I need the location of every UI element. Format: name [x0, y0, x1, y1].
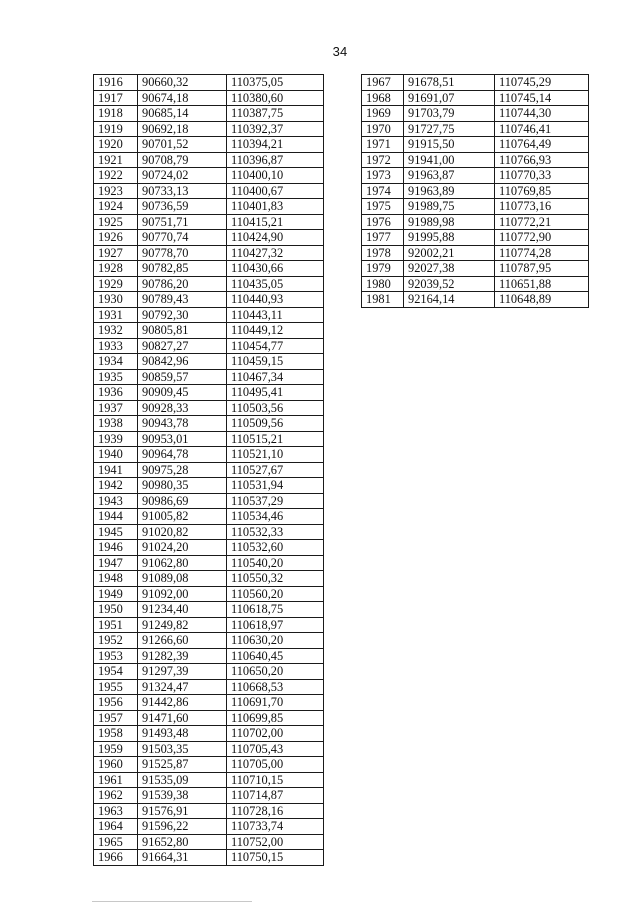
- value-a-cell: 91941,00: [404, 152, 495, 168]
- year-cell: 1923: [94, 183, 138, 199]
- value-a-cell: 91089,08: [138, 571, 227, 587]
- table-row: [94, 664, 324, 680]
- value-b-cell: 110443,11: [227, 307, 324, 323]
- value-b-cell: 110705,00: [227, 757, 324, 773]
- year-cell: 1940: [94, 447, 138, 463]
- year-cell: 1960: [94, 757, 138, 773]
- table-row: [94, 90, 324, 106]
- year-cell: 1936: [94, 385, 138, 401]
- value-a-cell: 90692,18: [138, 121, 227, 137]
- value-a-cell: 91234,40: [138, 602, 227, 618]
- year-cell: 1979: [362, 261, 404, 277]
- value-a-cell: 91493,48: [138, 726, 227, 742]
- value-a-cell: 91915,50: [404, 137, 495, 153]
- year-cell: 1919: [94, 121, 138, 137]
- table-row: [94, 788, 324, 804]
- year-cell: 1929: [94, 276, 138, 292]
- value-a-cell: 91963,89: [404, 183, 495, 199]
- value-b-cell: 110618,97: [227, 617, 324, 633]
- year-cell: 1944: [94, 509, 138, 525]
- value-a-cell: 90685,14: [138, 106, 227, 122]
- value-a-cell: 90786,20: [138, 276, 227, 292]
- value-a-cell: 91691,07: [404, 90, 495, 106]
- table-row: [94, 602, 324, 618]
- table-row: [94, 121, 324, 137]
- value-a-cell: 91535,09: [138, 772, 227, 788]
- coordinates-table-right: [361, 74, 589, 308]
- table-row: [94, 679, 324, 695]
- value-a-cell: 92164,14: [404, 292, 495, 308]
- table-row: [94, 447, 324, 463]
- value-b-cell: 110745,29: [495, 75, 589, 91]
- table-row: [94, 540, 324, 556]
- value-b-cell: 110454,77: [227, 338, 324, 354]
- value-b-cell: 110710,15: [227, 772, 324, 788]
- value-b-cell: 110773,16: [495, 199, 589, 215]
- table-row: [94, 819, 324, 835]
- year-cell: 1926: [94, 230, 138, 246]
- table-row: [94, 168, 324, 184]
- value-a-cell: 91539,38: [138, 788, 227, 804]
- value-b-cell: 110394,21: [227, 137, 324, 153]
- value-a-cell: 90928,33: [138, 400, 227, 416]
- year-cell: 1954: [94, 664, 138, 680]
- table-row: [94, 307, 324, 323]
- year-cell: 1970: [362, 121, 404, 137]
- table-row: [362, 168, 589, 184]
- value-a-cell: 90953,01: [138, 431, 227, 447]
- value-b-cell: 110537,29: [227, 493, 324, 509]
- year-cell: 1961: [94, 772, 138, 788]
- value-a-cell: 90736,59: [138, 199, 227, 215]
- value-a-cell: 91503,35: [138, 741, 227, 757]
- value-a-cell: 91727,75: [404, 121, 495, 137]
- value-b-cell: 110459,15: [227, 354, 324, 370]
- year-cell: 1964: [94, 819, 138, 835]
- value-a-cell: 91596,22: [138, 819, 227, 835]
- table-row: [94, 524, 324, 540]
- year-cell: 1955: [94, 679, 138, 695]
- year-cell: 1953: [94, 648, 138, 664]
- value-a-cell: 91024,20: [138, 540, 227, 556]
- year-cell: 1952: [94, 633, 138, 649]
- value-b-cell: 110714,87: [227, 788, 324, 804]
- value-b-cell: 110380,60: [227, 90, 324, 106]
- value-b-cell: 110618,75: [227, 602, 324, 618]
- value-b-cell: 110648,89: [495, 292, 589, 308]
- value-b-cell: 110764,49: [495, 137, 589, 153]
- year-cell: 1947: [94, 555, 138, 571]
- value-a-cell: 90770,74: [138, 230, 227, 246]
- table-row: [362, 183, 589, 199]
- year-cell: 1943: [94, 493, 138, 509]
- year-cell: 1959: [94, 741, 138, 757]
- year-cell: 1948: [94, 571, 138, 587]
- table-row: [362, 214, 589, 230]
- value-b-cell: 110769,85: [495, 183, 589, 199]
- page-number: 34: [332, 44, 348, 59]
- table-row: [94, 586, 324, 602]
- value-b-cell: 110521,10: [227, 447, 324, 463]
- table-row: [94, 757, 324, 773]
- year-cell: 1922: [94, 168, 138, 184]
- value-a-cell: 91576,91: [138, 803, 227, 819]
- year-cell: 1931: [94, 307, 138, 323]
- table-body-right: [362, 75, 589, 308]
- table-row: [94, 493, 324, 509]
- table-row: [94, 199, 324, 215]
- value-a-cell: 90827,27: [138, 338, 227, 354]
- year-cell: 1950: [94, 602, 138, 618]
- table-row: [94, 772, 324, 788]
- year-cell: 1977: [362, 230, 404, 246]
- value-a-cell: 91062,80: [138, 555, 227, 571]
- value-b-cell: 110746,41: [495, 121, 589, 137]
- value-b-cell: 110430,66: [227, 261, 324, 277]
- value-b-cell: 110787,95: [495, 261, 589, 277]
- value-b-cell: 110415,21: [227, 214, 324, 230]
- year-cell: 1938: [94, 416, 138, 432]
- table-row: [94, 245, 324, 261]
- year-cell: 1935: [94, 369, 138, 385]
- value-a-cell: 90805,81: [138, 323, 227, 339]
- value-b-cell: 110630,20: [227, 633, 324, 649]
- value-b-cell: 110375,05: [227, 75, 324, 91]
- table-row: [94, 710, 324, 726]
- value-a-cell: 90778,70: [138, 245, 227, 261]
- year-cell: 1921: [94, 152, 138, 168]
- year-cell: 1942: [94, 478, 138, 494]
- value-b-cell: 110705,43: [227, 741, 324, 757]
- value-a-cell: 92002,21: [404, 245, 495, 261]
- value-b-cell: 110772,21: [495, 214, 589, 230]
- value-b-cell: 110651,88: [495, 276, 589, 292]
- value-b-cell: 110691,70: [227, 695, 324, 711]
- table-row: [94, 323, 324, 339]
- year-cell: 1927: [94, 245, 138, 261]
- year-cell: 1924: [94, 199, 138, 215]
- year-cell: 1957: [94, 710, 138, 726]
- table-row: [94, 617, 324, 633]
- table-row: [94, 75, 324, 91]
- scan-edge-line: [92, 901, 252, 902]
- value-a-cell: 91324,47: [138, 679, 227, 695]
- value-b-cell: 110560,20: [227, 586, 324, 602]
- year-cell: 1946: [94, 540, 138, 556]
- value-a-cell: 91471,60: [138, 710, 227, 726]
- value-a-cell: 91963,87: [404, 168, 495, 184]
- table-row: [94, 803, 324, 819]
- year-cell: 1967: [362, 75, 404, 91]
- value-b-cell: 110702,00: [227, 726, 324, 742]
- table-row: [94, 695, 324, 711]
- value-a-cell: 90789,43: [138, 292, 227, 308]
- value-b-cell: 110509,56: [227, 416, 324, 432]
- value-a-cell: 91297,39: [138, 664, 227, 680]
- table-row: [362, 75, 589, 91]
- value-b-cell: 110532,33: [227, 524, 324, 540]
- table-row: [94, 261, 324, 277]
- table-row: [94, 555, 324, 571]
- table-row: [362, 152, 589, 168]
- value-b-cell: 110774,28: [495, 245, 589, 261]
- value-b-cell: 110744,30: [495, 106, 589, 122]
- table-row: [94, 478, 324, 494]
- year-cell: 1945: [94, 524, 138, 540]
- value-b-cell: 110532,60: [227, 540, 324, 556]
- value-a-cell: 90964,78: [138, 447, 227, 463]
- value-b-cell: 110424,90: [227, 230, 324, 246]
- year-cell: 1949: [94, 586, 138, 602]
- year-cell: 1951: [94, 617, 138, 633]
- value-b-cell: 110745,14: [495, 90, 589, 106]
- value-b-cell: 110766,93: [495, 152, 589, 168]
- value-a-cell: 90943,78: [138, 416, 227, 432]
- value-a-cell: 90792,30: [138, 307, 227, 323]
- value-a-cell: 91703,79: [404, 106, 495, 122]
- table-row: [94, 230, 324, 246]
- year-cell: 1937: [94, 400, 138, 416]
- value-a-cell: 90842,96: [138, 354, 227, 370]
- table-row: [94, 354, 324, 370]
- value-a-cell: 91989,75: [404, 199, 495, 215]
- value-a-cell: 90782,85: [138, 261, 227, 277]
- table-row: [362, 90, 589, 106]
- value-b-cell: 110531,94: [227, 478, 324, 494]
- year-cell: 1933: [94, 338, 138, 354]
- value-a-cell: 92039,52: [404, 276, 495, 292]
- value-b-cell: 110400,67: [227, 183, 324, 199]
- value-b-cell: 110750,15: [227, 850, 324, 866]
- value-b-cell: 110495,41: [227, 385, 324, 401]
- value-a-cell: 90986,69: [138, 493, 227, 509]
- year-cell: 1934: [94, 354, 138, 370]
- value-a-cell: 92027,38: [404, 261, 495, 277]
- table-row: [94, 152, 324, 168]
- table-row: [94, 137, 324, 153]
- value-b-cell: 110392,37: [227, 121, 324, 137]
- year-cell: 1916: [94, 75, 138, 91]
- table-row: [362, 292, 589, 308]
- value-a-cell: 91989,98: [404, 214, 495, 230]
- year-cell: 1920: [94, 137, 138, 153]
- table-row: [94, 214, 324, 230]
- value-a-cell: 90708,79: [138, 152, 227, 168]
- table-row: [362, 121, 589, 137]
- value-b-cell: 110640,45: [227, 648, 324, 664]
- table-row: [362, 137, 589, 153]
- year-cell: 1981: [362, 292, 404, 308]
- table-row: [362, 276, 589, 292]
- year-cell: 1958: [94, 726, 138, 742]
- year-cell: 1941: [94, 462, 138, 478]
- table-row: [94, 850, 324, 866]
- table-row: [94, 106, 324, 122]
- value-a-cell: 90859,57: [138, 369, 227, 385]
- table-row: [94, 834, 324, 850]
- table-row: [362, 261, 589, 277]
- table-row: [94, 276, 324, 292]
- value-b-cell: 110728,16: [227, 803, 324, 819]
- value-a-cell: 91442,86: [138, 695, 227, 711]
- table-row: [94, 571, 324, 587]
- value-a-cell: 91249,82: [138, 617, 227, 633]
- table-body-left: [94, 75, 324, 866]
- table-row: [94, 369, 324, 385]
- table-row: [94, 292, 324, 308]
- table-row: [94, 462, 324, 478]
- value-b-cell: 110650,20: [227, 664, 324, 680]
- value-a-cell: 90724,02: [138, 168, 227, 184]
- table-row: [94, 741, 324, 757]
- value-a-cell: 91664,31: [138, 850, 227, 866]
- year-cell: 1969: [362, 106, 404, 122]
- year-cell: 1925: [94, 214, 138, 230]
- value-a-cell: 90660,32: [138, 75, 227, 91]
- table-row: [94, 416, 324, 432]
- value-b-cell: 110400,10: [227, 168, 324, 184]
- year-cell: 1968: [362, 90, 404, 106]
- value-a-cell: 91678,51: [404, 75, 495, 91]
- value-b-cell: 110427,32: [227, 245, 324, 261]
- table-row: [362, 245, 589, 261]
- value-a-cell: 90909,45: [138, 385, 227, 401]
- value-b-cell: 110449,12: [227, 323, 324, 339]
- value-a-cell: 90751,71: [138, 214, 227, 230]
- value-b-cell: 110435,05: [227, 276, 324, 292]
- value-b-cell: 110515,21: [227, 431, 324, 447]
- table-row: [94, 400, 324, 416]
- value-b-cell: 110550,32: [227, 571, 324, 587]
- year-cell: 1932: [94, 323, 138, 339]
- value-a-cell: 91652,80: [138, 834, 227, 850]
- year-cell: 1974: [362, 183, 404, 199]
- year-cell: 1917: [94, 90, 138, 106]
- value-b-cell: 110770,33: [495, 168, 589, 184]
- year-cell: 1980: [362, 276, 404, 292]
- year-cell: 1966: [94, 850, 138, 866]
- year-cell: 1939: [94, 431, 138, 447]
- year-cell: 1972: [362, 152, 404, 168]
- value-a-cell: 91525,87: [138, 757, 227, 773]
- table-row: [362, 230, 589, 246]
- table-row: [362, 199, 589, 215]
- year-cell: 1930: [94, 292, 138, 308]
- value-b-cell: 110401,83: [227, 199, 324, 215]
- year-cell: 1918: [94, 106, 138, 122]
- value-b-cell: 110467,34: [227, 369, 324, 385]
- value-a-cell: 91092,00: [138, 586, 227, 602]
- year-cell: 1971: [362, 137, 404, 153]
- value-b-cell: 110733,74: [227, 819, 324, 835]
- value-b-cell: 110699,85: [227, 710, 324, 726]
- coordinates-table-left: [93, 74, 324, 866]
- value-b-cell: 110527,67: [227, 462, 324, 478]
- value-a-cell: 91995,88: [404, 230, 495, 246]
- year-cell: 1973: [362, 168, 404, 184]
- value-b-cell: 110396,87: [227, 152, 324, 168]
- year-cell: 1976: [362, 214, 404, 230]
- value-b-cell: 110540,20: [227, 555, 324, 571]
- year-cell: 1965: [94, 834, 138, 850]
- table-row: [94, 509, 324, 525]
- year-cell: 1956: [94, 695, 138, 711]
- table-row: [94, 385, 324, 401]
- table-row: [94, 633, 324, 649]
- table-row: [94, 183, 324, 199]
- value-a-cell: 90674,18: [138, 90, 227, 106]
- year-cell: 1975: [362, 199, 404, 215]
- value-a-cell: 90701,52: [138, 137, 227, 153]
- table-row: [362, 106, 589, 122]
- value-b-cell: 110772,90: [495, 230, 589, 246]
- value-b-cell: 110668,53: [227, 679, 324, 695]
- value-a-cell: 91266,60: [138, 633, 227, 649]
- table-row: [94, 726, 324, 742]
- value-b-cell: 110503,56: [227, 400, 324, 416]
- table-row: [94, 648, 324, 664]
- value-b-cell: 110387,75: [227, 106, 324, 122]
- value-b-cell: 110534,46: [227, 509, 324, 525]
- year-cell: 1963: [94, 803, 138, 819]
- value-b-cell: 110440,93: [227, 292, 324, 308]
- value-a-cell: 90980,35: [138, 478, 227, 494]
- table-row: [94, 338, 324, 354]
- value-a-cell: 90975,28: [138, 462, 227, 478]
- year-cell: 1962: [94, 788, 138, 804]
- year-cell: 1928: [94, 261, 138, 277]
- value-a-cell: 90733,13: [138, 183, 227, 199]
- value-a-cell: 91282,39: [138, 648, 227, 664]
- value-a-cell: 91020,82: [138, 524, 227, 540]
- value-a-cell: 91005,82: [138, 509, 227, 525]
- year-cell: 1978: [362, 245, 404, 261]
- value-b-cell: 110752,00: [227, 834, 324, 850]
- table-row: [94, 431, 324, 447]
